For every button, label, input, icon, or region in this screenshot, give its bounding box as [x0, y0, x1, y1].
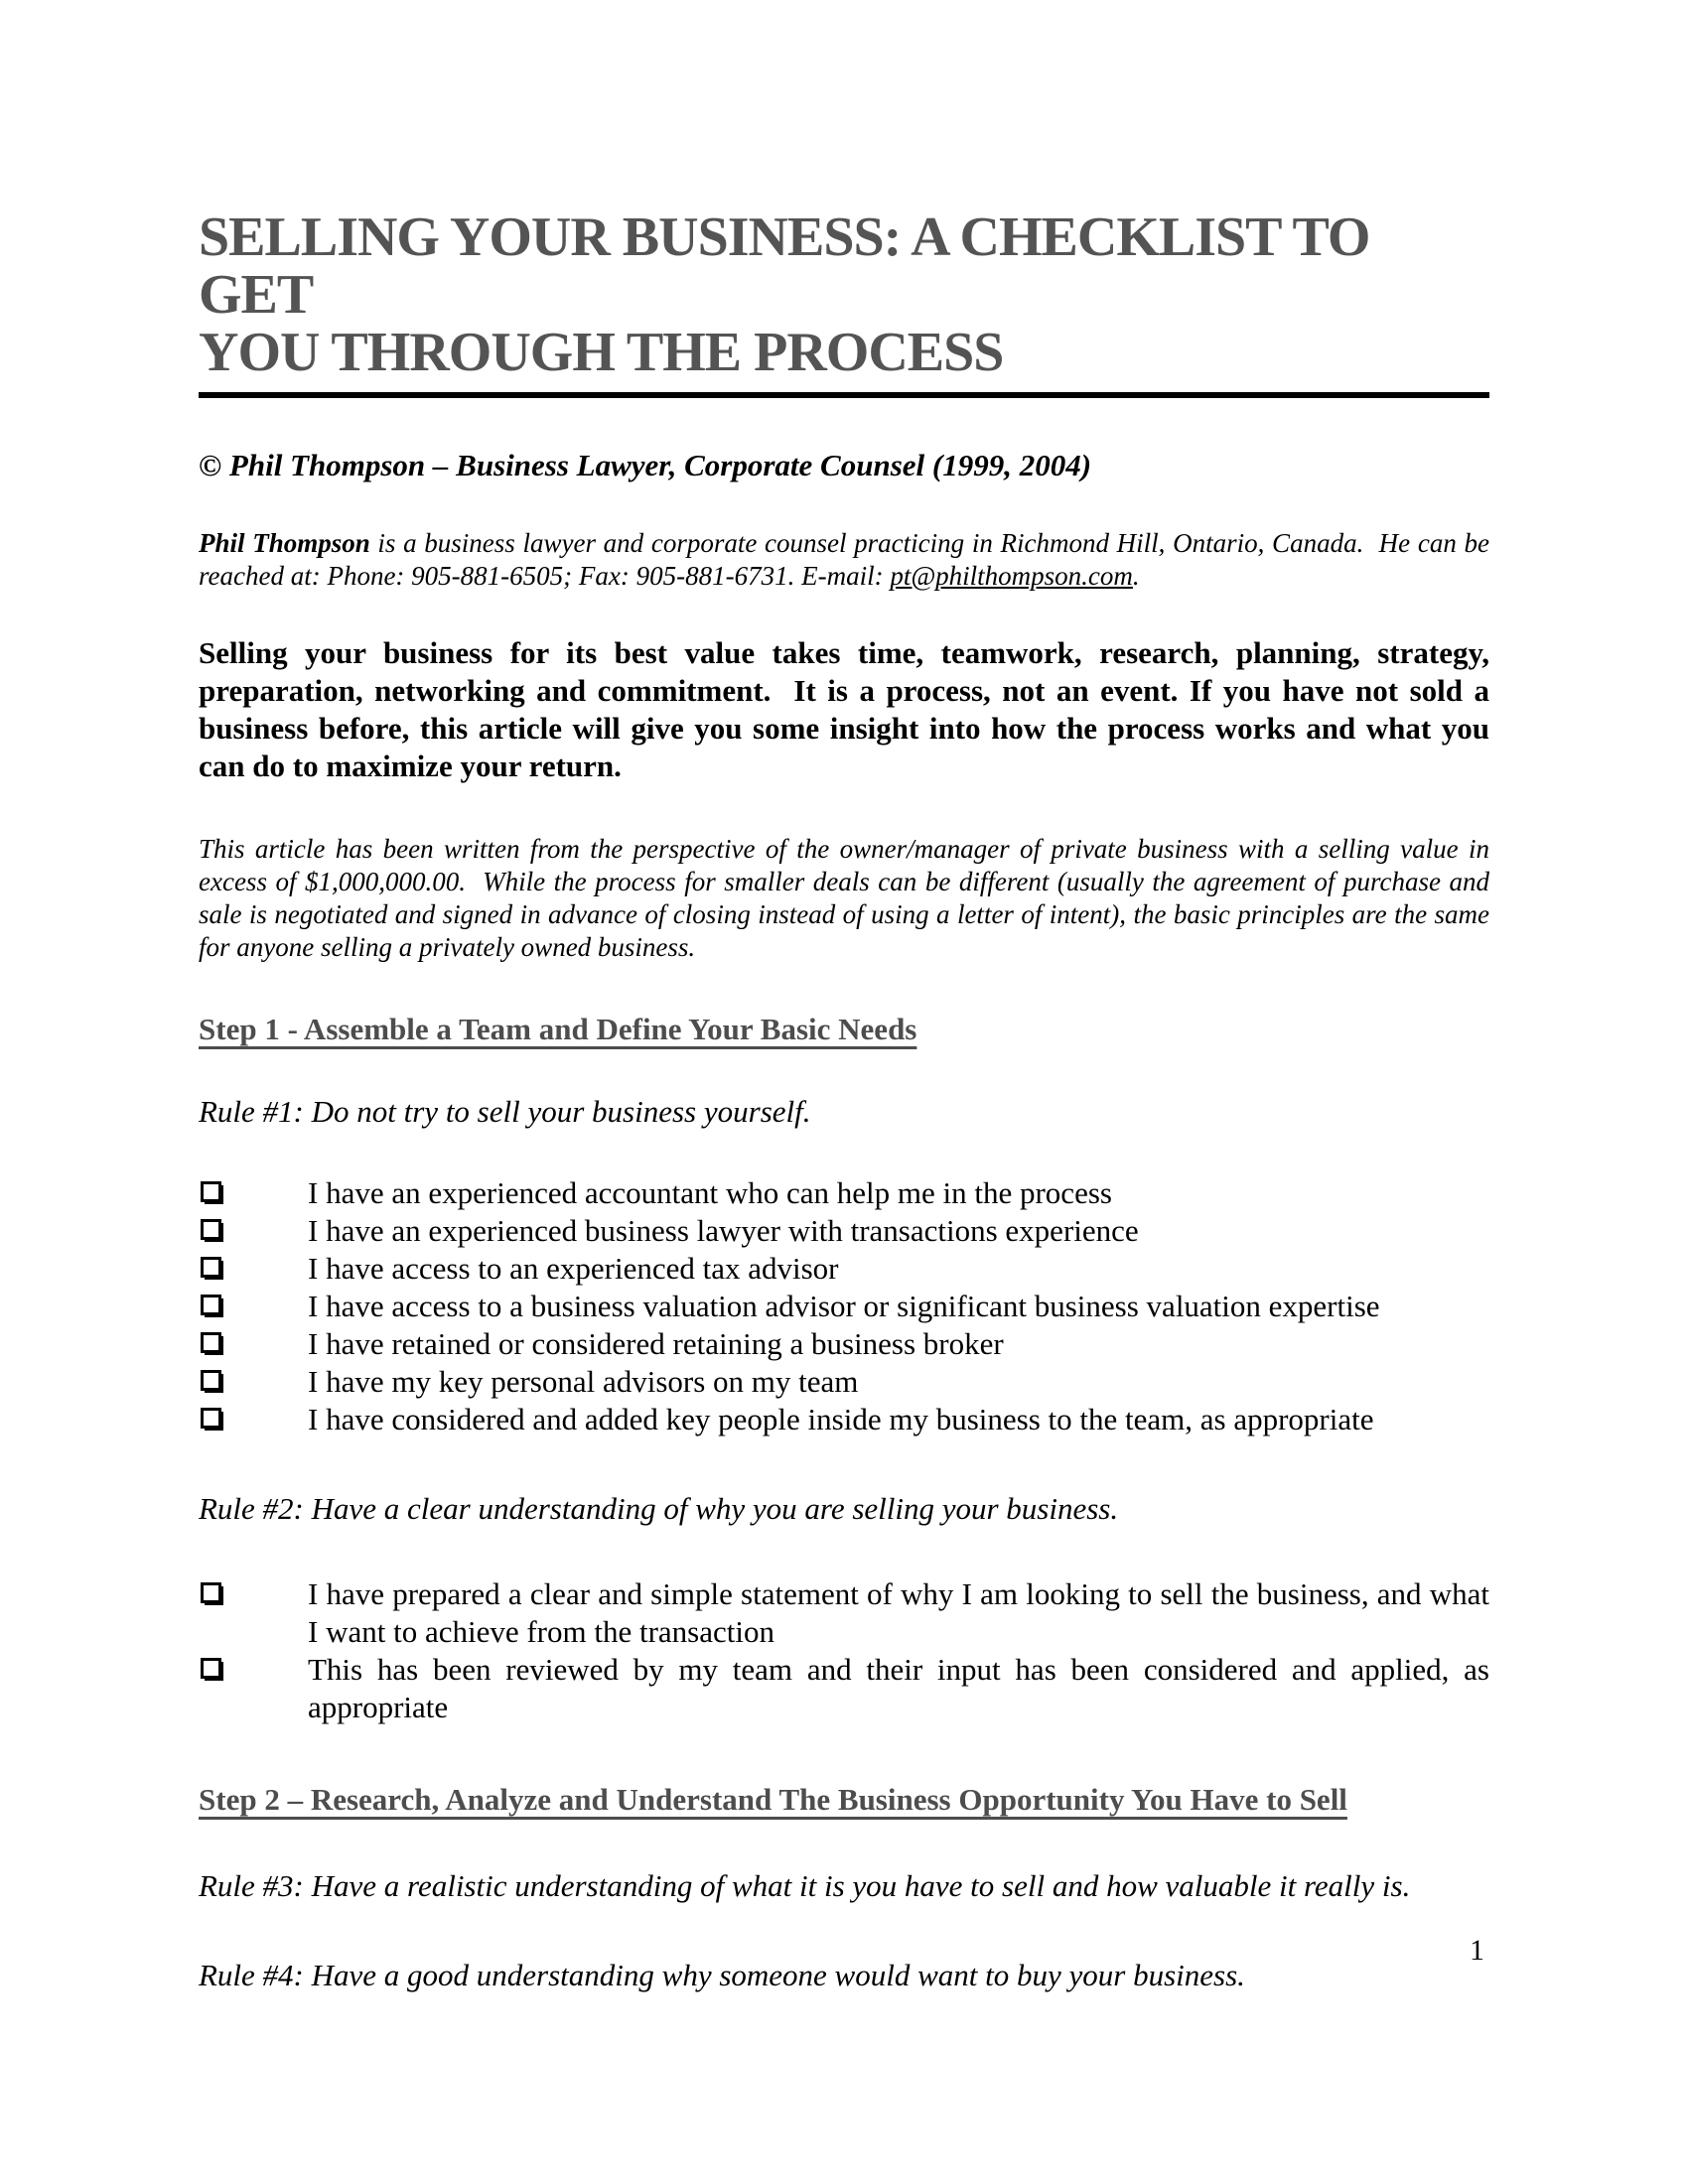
- rule3-line: Rule #3: Have a realistic understanding of what it is you have to sell and how valuable it really is.: [199, 1867, 1411, 1903]
- checkbox-icon: [201, 1257, 221, 1278]
- checklist-item-label: I have access to a business valuation advisor or significant business valuation expertise: [308, 1288, 1380, 1323]
- checklist-item: [199, 1651, 1489, 1726]
- author-contact-text: is a business lawyer and corporate counsel practicing in Richmond Hill, Ontario, Canada. He can be reached at: Phone: 905-881-6505; Fax: 905-881-6731. E-mail:: [199, 527, 1496, 591]
- document-title-line2: YOU THROUGH THE PROCESS: [199, 322, 1004, 384]
- checklist-item: [199, 1288, 1489, 1325]
- checklist-item-label: I have retained or considered retaining a business broker: [308, 1325, 1004, 1361]
- document-content: [199, 206, 1497, 1994]
- checklist-item: [199, 1575, 1489, 1651]
- checkbox-icon: [201, 1219, 221, 1240]
- checkbox-icon: [201, 1332, 221, 1353]
- checklist-item-label: I have an experienced business lawyer with transactions experience: [308, 1212, 1139, 1248]
- checklist-item-label: I have my key personal advisors on my team: [308, 1363, 859, 1399]
- document-title: [199, 208, 1489, 398]
- page-number: 1: [1470, 1934, 1484, 1967]
- intro-paragraph: Selling your business for its best value takes time, teamwork, research, planning, strategy, preparation, networking and commitment. It is a process, not an event. If you have not sold a business before, this article will give you some insight into how the process works and what you can do to maximize your return.: [199, 634, 1497, 783]
- checklist-item: [199, 1212, 1489, 1250]
- checkbox-icon: [201, 1658, 221, 1679]
- scope-note-paragraph: This article has been written from the perspective of the owner/manager of private business with a selling value in excess of $1,000,000.00. While the process for smaller deals can be different (usually the agreement of purchase and sale is negotiated and signed in advance of closing instead of using a letter of intent), the basic principles are the same for anyone selling a privately owned business.: [199, 833, 1496, 962]
- checklist-item-label: I have considered and added key people inside my business to the team, as appropriate: [308, 1401, 1374, 1436]
- checklist-item: [199, 1363, 1489, 1401]
- step1-heading: Step 1 - Assemble a Team and Define Your Basic Needs: [199, 1011, 917, 1046]
- checklist-item: [199, 1325, 1489, 1363]
- checklist-item-label: This has been reviewed by my team and their input has been considered and applied, as appropriate: [308, 1651, 1489, 1724]
- checklist-rule1: [199, 1174, 1489, 1438]
- author-contact-tail: .: [1132, 560, 1140, 591]
- rule4-line: Rule #4: Have a good understanding why someone would want to buy your business.: [199, 1957, 1245, 1992]
- checkbox-icon: [201, 1408, 221, 1429]
- step2-heading: Step 2 – Research, Analyze and Understand The Business Opportunity You Have to Sell: [199, 1781, 1347, 1817]
- checklist-item: [199, 1401, 1489, 1438]
- rule2-line: Rule #2: Have a clear understanding of why you are selling your business.: [199, 1490, 1119, 1526]
- checklist-item-label: I have an experienced accountant who can help me in the process: [308, 1174, 1112, 1210]
- checklist-item: [199, 1250, 1489, 1288]
- document-title-line1: SELLING YOUR BUSINESS: A CHECKLIST TO GET: [199, 206, 1370, 327]
- rule1-line: Rule #1: Do not try to sell your business yourself.: [199, 1093, 811, 1129]
- email-link[interactable]: pt@philthompson.com: [890, 560, 1133, 591]
- checkbox-icon: [201, 1582, 221, 1603]
- checkbox-icon: [201, 1181, 221, 1202]
- checklist-rule2: [199, 1575, 1489, 1726]
- author-contact-paragraph: [199, 527, 1496, 593]
- author-name: Phil Thompson: [199, 527, 370, 558]
- checklist-item-label: I have prepared a clear and simple statement of why I am looking to sell the business, and what I want to achieve from the transaction: [308, 1575, 1489, 1649]
- checkbox-icon: [201, 1295, 221, 1315]
- checklist-item: [199, 1174, 1489, 1212]
- checklist-item-label: I have access to an experienced tax advisor: [308, 1250, 839, 1286]
- copyright-byline: © Phil Thompson – Business Lawyer, Corporate Counsel (1999, 2004): [199, 447, 1092, 482]
- checkbox-icon: [201, 1370, 221, 1391]
